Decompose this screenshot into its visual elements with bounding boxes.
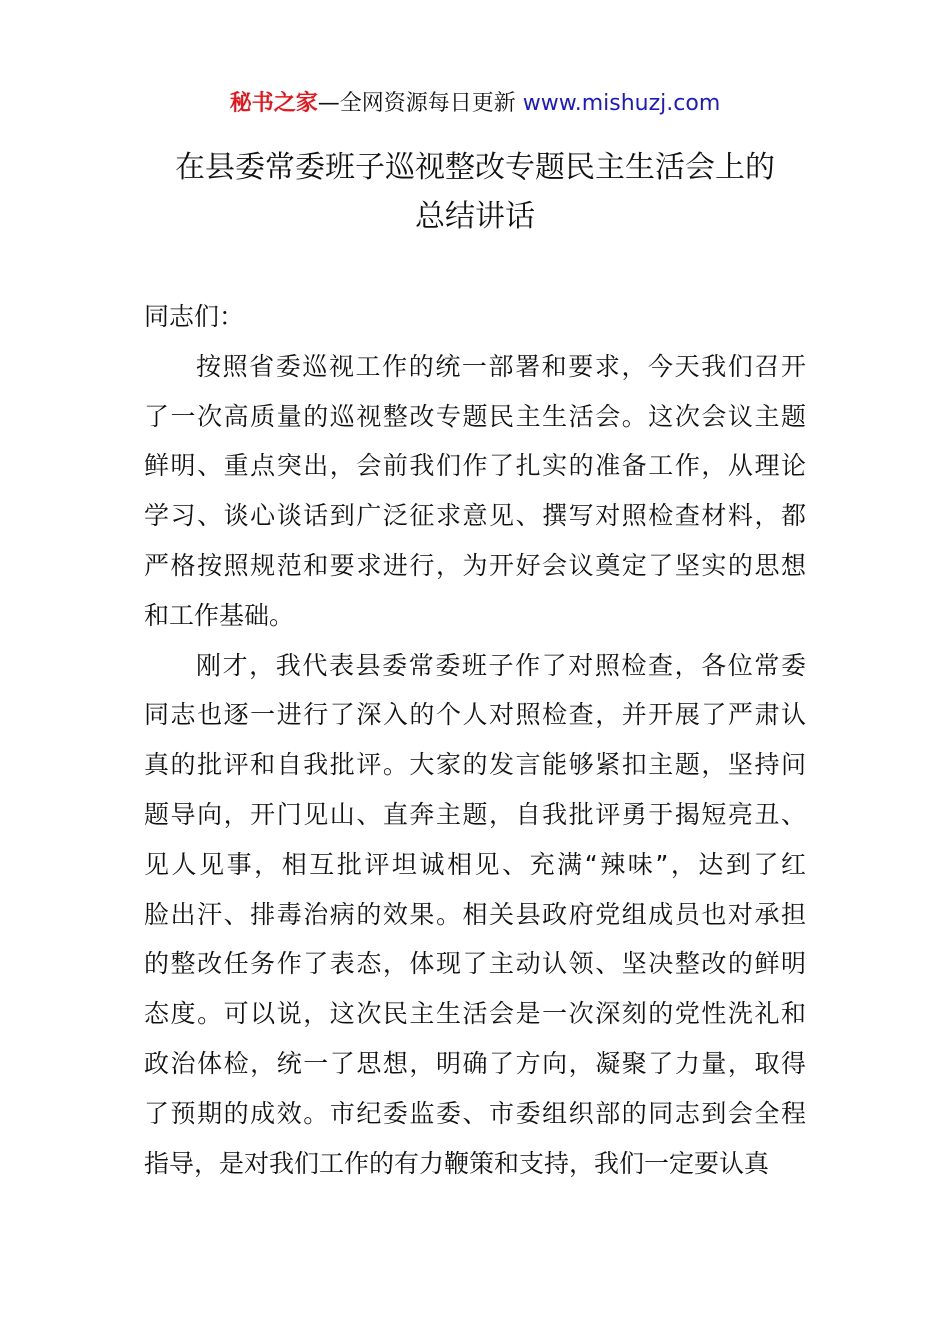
paragraph-line: 同志也逐一进行了深入的个人对照检查，并开展了严肃认	[144, 700, 806, 730]
paragraph	[144, 347, 806, 646]
document-title-line-1: 在县委常委班子巡视整改专题民主生活会上的	[175, 150, 775, 185]
document-body	[144, 297, 806, 1193]
paragraph-line: 了预期的成效。市纪委监委、市委组织部的同志到会全程	[144, 1098, 806, 1128]
paragraph-line: 的整改任务作了表态，体现了主动认领、坚决整改的鲜明	[144, 949, 806, 979]
paragraph-line: 按照省委巡视工作的统一部署和要求，今天我们召开	[196, 351, 806, 381]
paragraph-line: 刚才，我代表县委常委班子作了对照检查，各位常委	[196, 650, 806, 680]
site-url-link[interactable]: www.mishuzj.com	[522, 91, 721, 116]
paragraph-line: 严格按照规范和要求进行，为开好会议奠定了坚实的思想	[144, 550, 806, 580]
paragraph-line: 题导向，开门见山、直奔主题，自我批评勇于揭短亮丑、	[144, 799, 806, 829]
paragraph-line: 鲜明、重点突出，会前我们作了扎实的准备工作，从理论	[144, 451, 806, 481]
document-title-line-2: 总结讲话	[415, 199, 535, 234]
paragraph-line: 脸出汗、排毒治病的效果。相关县政府党组成员也对承担	[144, 899, 806, 929]
paragraphs	[144, 347, 806, 1194]
paragraph-line: 学习、谈心谈话到广泛征求意见、撰写对照检查材料，都	[144, 501, 806, 531]
site-header	[0, 88, 950, 120]
paragraph-line: 和工作基础。	[144, 600, 295, 630]
paragraph-line: 指导，是对我们工作的有力鞭策和支持，我们一定要认真	[144, 1148, 770, 1178]
paragraph-line: 态度。可以说，这次民主生活会是一次深刻的党性洗礼和	[144, 999, 806, 1029]
paragraph-line: 了一次高质量的巡视整改专题民主生活会。这次会议主题	[144, 401, 806, 431]
paragraph-line: 真的批评和自我批评。大家的发言能够紧扣主题，坚持问	[144, 750, 806, 780]
paragraph-line: 见人见事，相互批评坦诚相见、充满“辣味”，达到了红	[144, 849, 806, 879]
paragraph	[144, 646, 806, 1194]
brand-name: 秘书之家	[229, 91, 318, 116]
salutation: 同志们：	[144, 302, 245, 331]
paragraph-line: 政治体检，统一了思想，明确了方向，凝聚了力量，取得	[144, 1048, 806, 1078]
header-tagline: —全网资源每日更新	[317, 91, 516, 116]
